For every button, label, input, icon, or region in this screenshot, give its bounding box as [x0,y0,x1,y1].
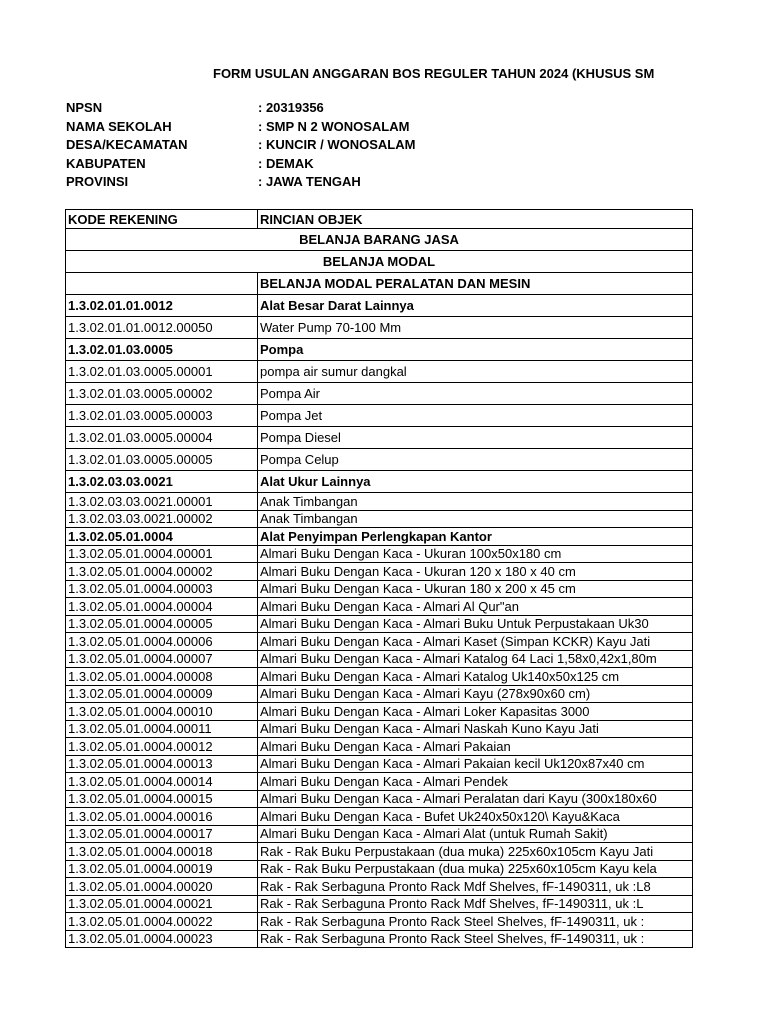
kode-rekening-cell: 1.3.02.05.01.0004.00013 [66,755,258,773]
info-value: : SMP N 2 WONOSALAM [258,118,410,134]
kode-rekening-cell: 1.3.02.01.03.0005.00003 [66,405,258,427]
rincian-objek-cell: Almari Buku Dengan Kaca - Almari Loker Kapasitas 3000 [258,703,693,721]
rincian-objek-cell: Anak Timbangan [258,493,693,511]
kode-rekening-cell: 1.3.02.01.01.0012 [66,295,258,317]
table-row [66,405,693,427]
table-row [66,738,693,756]
form-title: FORM USULAN ANGGARAN BOS REGULER TAHUN 2024 (KHUSUS SM [213,66,655,81]
category-row [66,339,693,361]
table-row [66,773,693,791]
rincian-objek-cell: Almari Buku Dengan Kaca - Almari Pendek [258,773,693,791]
kode-rekening-cell: 1.3.02.05.01.0004.00008 [66,668,258,686]
rincian-objek-cell: Almari Buku Dengan Kaca - Almari Pakaian [258,738,693,756]
info-value: : KUNCIR / WONOSALAM [258,137,416,152]
kode-rekening-cell: 1.3.02.01.01.0012.00050 [66,317,258,339]
info-label: PROVINSI [66,174,129,189]
category-row [66,295,693,317]
table-row [66,790,693,808]
rincian-objek-cell: Almari Buku Dengan Kaca - Almari Kaset (Simpan KCKR) Kayu Jati [258,633,693,651]
rincian-objek-cell: Almari Buku Dengan Kaca - Ukuran 180 x 200 x 45 cm [258,580,693,598]
section-belanja-modal: BELANJA MODAL [66,251,693,273]
table-row [66,427,693,449]
category-row [66,528,693,546]
kode-rekening-cell: 1.3.02.03.03.0021.00002 [66,510,258,528]
kode-rekening-cell: 1.3.02.05.01.0004.00018 [66,843,258,861]
table-row [66,860,693,878]
school-info [66,99,415,192]
kode-rekening-cell: 1.3.02.05.01.0004.00015 [66,790,258,808]
info-row-kabupaten [66,155,415,174]
table-row [66,580,693,598]
rincian-objek-cell: Almari Buku Dengan Kaca - Almari Buku Untuk Perpustakaan Uk30 [258,615,693,633]
rincian-objek-cell: Almari Buku Dengan Kaca - Ukuran 100x50x180 cm [258,545,693,563]
category-row [66,471,693,493]
info-label: NPSN [66,100,103,115]
table-row [66,598,693,616]
table-row [66,510,693,528]
kode-rekening-cell: 1.3.02.05.01.0004.00001 [66,545,258,563]
kode-rekening-cell: 1.3.02.05.01.0004.00011 [66,720,258,738]
table-row [66,633,693,651]
rincian-objek-cell: Almari Buku Dengan Kaca - Almari Kayu (278x90x60 cm) [258,685,693,703]
rincian-objek-cell: Almari Buku Dengan Kaca - Bufet Uk240x50x120\ Kayu&Kaca [258,808,693,826]
budget-table [65,209,693,948]
header-rincian-objek: RINCIAN OBJEK [258,210,693,229]
rincian-objek-cell: Almari Buku Dengan Kaca - Ukuran 120 x 180 x 40 cm [258,563,693,581]
rincian-objek-cell: Almari Buku Dengan Kaca - Almari Katalog Uk140x50x125 cm [258,668,693,686]
table-row [66,493,693,511]
rincian-objek-cell: Rak - Rak Serbaguna Pronto Rack Steel Shelves, fF-1490311, uk : [258,913,693,931]
kode-rekening-cell: 1.3.02.01.03.0005.00005 [66,449,258,471]
kode-rekening-cell: 1.3.02.05.01.0004.00017 [66,825,258,843]
kode-rekening-cell: 1.3.02.05.01.0004.00005 [66,615,258,633]
info-row-desa-kecamatan [66,136,415,155]
kode-rekening-cell: 1.3.02.05.01.0004.00012 [66,738,258,756]
kode-rekening-cell: 1.3.02.05.01.0004.00006 [66,633,258,651]
table-row [66,755,693,773]
kode-rekening-cell: 1.3.02.05.01.0004.00004 [66,598,258,616]
rincian-objek-cell: Pompa Celup [258,449,693,471]
kode-rekening-cell: 1.3.02.05.01.0004.00007 [66,650,258,668]
kode-rekening-cell: 1.3.02.05.01.0004.00022 [66,913,258,931]
info-row-provinsi [66,173,415,192]
rincian-objek-cell: Anak Timbangan [258,510,693,528]
rincian-objek-cell: Pompa [258,339,693,361]
info-label: NAMA SEKOLAH [66,118,172,134]
table-row [66,383,693,405]
kode-rekening-cell: 1.3.02.05.01.0004.00019 [66,860,258,878]
table-row [66,668,693,686]
kode-rekening-cell: 1.3.02.01.03.0005.00004 [66,427,258,449]
rincian-objek-cell: Rak - Rak Serbaguna Pronto Rack Steel Shelves, fF-1490311, uk : [258,930,693,948]
table-row [66,808,693,826]
table-row [66,361,693,383]
kode-rekening-cell: 1.3.02.01.03.0005.00002 [66,383,258,405]
table-row [66,563,693,581]
table-row [66,703,693,721]
rincian-objek-cell: Pompa Air [258,383,693,405]
section-belanja-modal-peralatan: BELANJA MODAL PERALATAN DAN MESIN [258,273,693,295]
kode-rekening-cell: 1.3.02.01.03.0005.00001 [66,361,258,383]
rincian-objek-cell: Rak - Rak Buku Perpustakaan (dua muka) 225x60x105cm Kayu Jati [258,843,693,861]
info-value: : 20319356 [258,100,324,115]
rincian-objek-cell: Pompa Jet [258,405,693,427]
kode-rekening-cell: 1.3.02.03.03.0021.00001 [66,493,258,511]
rincian-objek-cell: Alat Penyimpan Perlengkapan Kantor [258,528,693,546]
rincian-objek-cell: Alat Ukur Lainnya [258,471,693,493]
info-value: : DEMAK [258,155,314,171]
table-row [66,720,693,738]
kode-rekening-cell: 1.3.02.05.01.0004 [66,528,258,546]
table-row [66,895,693,913]
rincian-objek-cell: Rak - Rak Serbaguna Pronto Rack Mdf Shelves, fF-1490311, uk :L [258,895,693,913]
table-header-row [66,210,693,229]
rincian-objek-cell: Almari Buku Dengan Kaca - Almari Naskah Kuno Kayu Jati [258,720,693,738]
table-row [66,449,693,471]
table-row [66,930,693,948]
rincian-objek-cell: Rak - Rak Buku Perpustakaan (dua muka) 225x60x105cm Kayu kela [258,860,693,878]
table-row [66,685,693,703]
kode-rekening-cell: 1.3.02.03.03.0021 [66,471,258,493]
kode-rekening-cell: 1.3.02.05.01.0004.00016 [66,808,258,826]
table-row [66,545,693,563]
header-kode-rekening: KODE REKENING [66,210,258,229]
rincian-objek-cell: Almari Buku Dengan Kaca - Almari Katalog 64 Laci 1,58x0,42x1,80m [258,650,693,668]
kode-rekening-cell: 1.3.02.01.03.0005 [66,339,258,361]
section-row [66,251,693,273]
rincian-objek-cell: Almari Buku Dengan Kaca - Almari Alat (untuk Rumah Sakit) [258,825,693,843]
kode-rekening-cell: 1.3.02.05.01.0004.00014 [66,773,258,791]
rincian-objek-cell: pompa air sumur dangkal [258,361,693,383]
rincian-objek-cell: Water Pump 70-100 Mm [258,317,693,339]
section-row [66,273,693,295]
kode-rekening-cell: 1.3.02.05.01.0004.00020 [66,878,258,896]
info-row-nama-sekolah [66,118,415,137]
table-row [66,317,693,339]
rincian-objek-cell: Pompa Diesel [258,427,693,449]
empty-cell [66,273,258,295]
kode-rekening-cell: 1.3.02.05.01.0004.00002 [66,563,258,581]
info-value: : JAWA TENGAH [258,174,361,189]
rincian-objek-cell: Almari Buku Dengan Kaca - Almari Al Qur"an [258,598,693,616]
kode-rekening-cell: 1.3.02.05.01.0004.00023 [66,930,258,948]
kode-rekening-cell: 1.3.02.05.01.0004.00010 [66,703,258,721]
table-row [66,878,693,896]
kode-rekening-cell: 1.3.02.05.01.0004.00009 [66,685,258,703]
table-row [66,913,693,931]
section-row [66,229,693,251]
rincian-objek-cell: Alat Besar Darat Lainnya [258,295,693,317]
section-belanja-barang-jasa: BELANJA BARANG JASA [66,229,693,251]
kode-rekening-cell: 1.3.02.05.01.0004.00003 [66,580,258,598]
table-row [66,843,693,861]
table-row [66,825,693,843]
rincian-objek-cell: Almari Buku Dengan Kaca - Almari Pakaian kecil Uk120x87x40 cm [258,755,693,773]
kode-rekening-cell: 1.3.02.05.01.0004.00021 [66,895,258,913]
table-row [66,615,693,633]
info-row-npsn [66,99,415,118]
rincian-objek-cell: Rak - Rak Serbaguna Pronto Rack Mdf Shelves, fF-1490311, uk :L8 [258,878,693,896]
rincian-objek-cell: Almari Buku Dengan Kaca - Almari Peralatan dari Kayu (300x180x60 [258,790,693,808]
info-label: DESA/KECAMATAN [66,137,188,152]
info-label: KABUPATEN [66,155,146,171]
table-row [66,650,693,668]
